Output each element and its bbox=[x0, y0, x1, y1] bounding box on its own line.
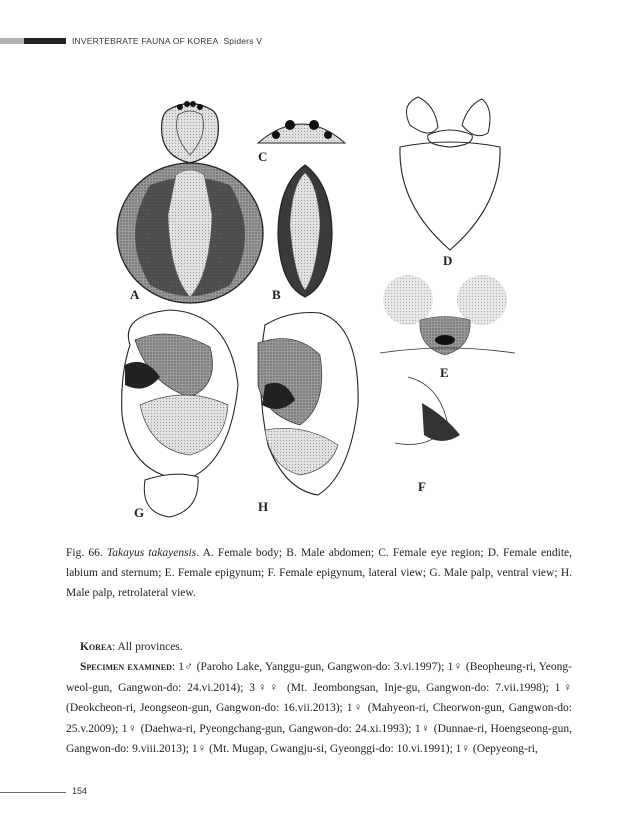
footer-rule bbox=[0, 792, 66, 793]
panel-label-a: A bbox=[130, 287, 140, 302]
panel-label-d: D bbox=[443, 253, 453, 268]
caption-species: Takayus takayensis bbox=[106, 547, 197, 559]
specimens-text: : 1♂ (Paroho Lake, Yanggu-gun, Gangwon-do: 3.vi.1997); 1♀ (Beopheung-ri, Yeong-weol-gun, Gangwon-do: 24.vi.2014); 3♀♀ (Mt. Jeombongsan, Inje-gu, Gangwon-do: 7.vii.1998); 1♀ (Deokcheon-ri, Jeongseon-gun, Gangwon-do: 16.vii.2013); 1♀ (Mahyeon-ri, Cheorwon-gun, Gangwon-do: 25.v.2009); 1♀ (Daehwa-ri, Pyeongchang-gun, Gangwon-do: 24.xi.1993); 1♀ (Dunnae-ri, Hoengseong-gun, Gangwon-do: 9.viii.2013); 1♀ (Mt. Mugap, Gwangju-si, Gyeonggi-do: 10.vi.1991); 1♀ (Oepyeong-ri, bbox=[66, 661, 572, 756]
korea-text: : All provinces. bbox=[112, 641, 183, 653]
panel-h-male-palp-retrolateral bbox=[258, 313, 358, 515]
panel-a-female-body bbox=[117, 101, 263, 303]
panel-b-male-abdomen bbox=[272, 165, 332, 302]
caption-prefix: Fig. 66. bbox=[66, 547, 103, 559]
volume-title: Spiders V bbox=[223, 36, 263, 46]
header-accent-bar bbox=[0, 38, 24, 44]
specimens-examined bbox=[66, 657, 572, 760]
panel-label-f: F bbox=[418, 479, 426, 494]
running-title: INVERTEBRATE FAUNA OF KOREA bbox=[72, 36, 219, 46]
panel-c-eye-region bbox=[258, 120, 345, 164]
panel-label-e: E bbox=[440, 365, 449, 380]
figure-66-illustration bbox=[90, 85, 530, 525]
page-number: 154 bbox=[72, 786, 88, 796]
korea-label: Korea bbox=[80, 641, 113, 653]
panel-e-epigynum bbox=[380, 275, 515, 380]
panel-f-epigynum-lateral bbox=[395, 377, 460, 494]
caption-text: . A. Female body; B. Male abdomen; C. Female eye region; D. Female endite, labium and sternum; E. Female epigynum; F. Female epigynum, lateral view; G. Male palp, ventral view; H. Male palp, retrolateral view. bbox=[66, 547, 573, 599]
running-header bbox=[72, 36, 262, 46]
header-accent-bar-dark bbox=[24, 38, 66, 44]
panel-g-male-palp-ventral bbox=[122, 310, 238, 520]
panel-d-endite-sternum bbox=[400, 97, 500, 268]
panel-label-g: G bbox=[134, 505, 145, 520]
figure-caption bbox=[66, 543, 572, 603]
korea-distribution bbox=[80, 637, 572, 657]
specimens-label: Specimen examined bbox=[80, 661, 172, 673]
panel-label-b: B bbox=[272, 287, 281, 302]
panel-label-h: H bbox=[258, 499, 269, 514]
panel-label-c: C bbox=[258, 149, 268, 164]
